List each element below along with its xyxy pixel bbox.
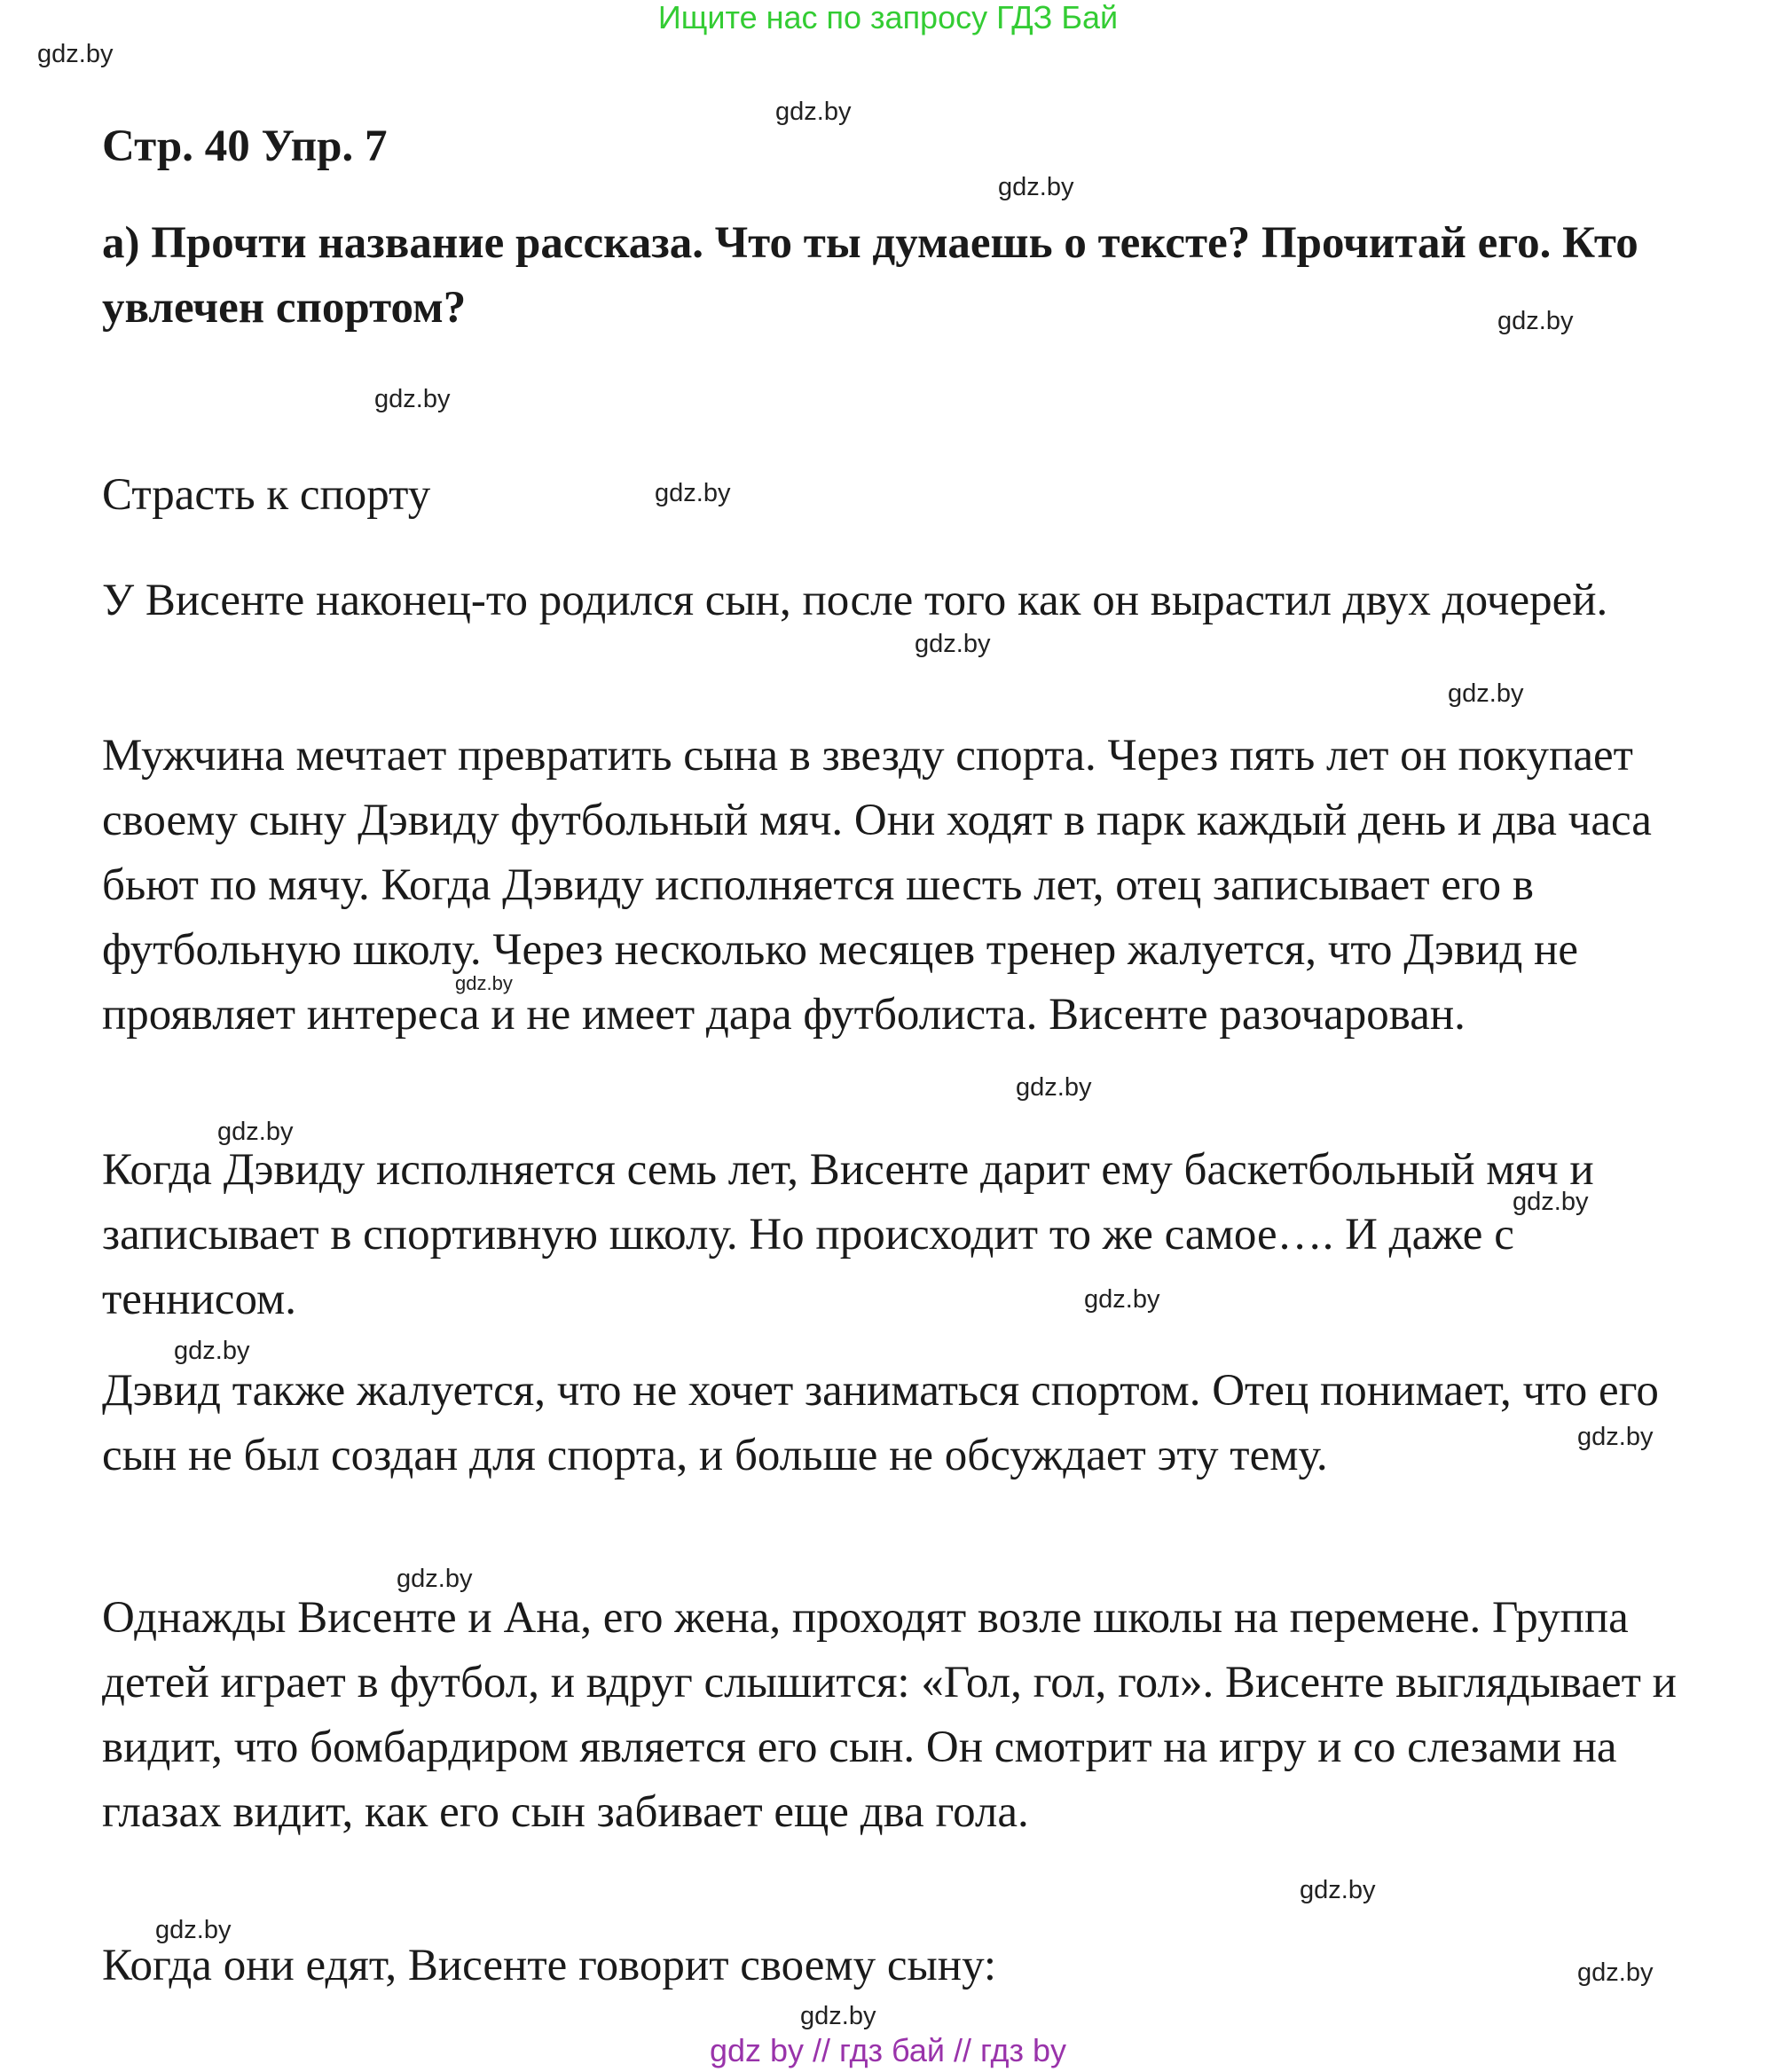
watermark: gdz.by	[37, 40, 114, 68]
watermark: gdz.by	[1513, 1188, 1589, 1216]
watermark: gdz.by	[1300, 1876, 1376, 1904]
watermark: gdz.by	[455, 972, 513, 994]
watermark: gdz.by	[1577, 1958, 1654, 1987]
task-text: а) Прочти название рассказа. Что ты думаешь о тексте? Прочитай его. Кто увлечен спортом?	[102, 218, 1638, 333]
watermark: gdz.by	[915, 630, 991, 658]
watermark: gdz.by	[800, 2002, 876, 2030]
watermark: gdz.by	[998, 173, 1074, 201]
watermark: gdz.by	[217, 1118, 294, 1146]
story-paragraph-4: Дэвид также жалуется, что не хочет заниматься спортом. Отец понимает, что его сын не был создан для спорта, и больше не обсуждает эту тему.	[102, 1366, 1659, 1480]
watermark: gdz.by	[397, 1565, 473, 1593]
story-paragraph-2: Мужчина мечтает превратить сына в звезду спорта. Через пять лет он покупает своему сыну Дэвиду футбольный мяч. Они ходят в парк каждый день и два часа бьют по мячу. Когда Дэвиду исполняется шесть лет, отец записывает его в футбольную школу. Через несколько месяцев тренер жалуется, что Дэвид не проявляет интереса и не имеет дара футболиста. Висенте разочарован.	[102, 731, 1652, 1040]
watermark: gdz.by	[655, 479, 731, 507]
watermark: gdz.by	[1497, 307, 1574, 335]
watermark: gdz.by	[374, 385, 451, 413]
watermark: gdz.by	[1448, 679, 1524, 708]
watermark: gdz.by	[1577, 1423, 1654, 1451]
story-paragraph-5: Однажды Висенте и Ана, его жена, проходят возле школы на перемене. Группа детей играет в футбол, и вдруг слышится: «Гол, гол, гол». Висенте выглядывает и видит, что бомбардиром является его сын. Он смотрит на игру и со слезами на глазах видит, как его сын забивает еще два гола.	[102, 1593, 1677, 1837]
top-banner: Ищите нас по запросу ГДЗ Бай	[657, 0, 1119, 35]
watermark: gdz.by	[775, 98, 852, 126]
story-paragraph-6: Когда они едят, Висенте говорит своему сыну:	[102, 1941, 997, 1990]
story-title: Страсть к спорту	[102, 470, 431, 520]
watermark: gdz.by	[1084, 1285, 1160, 1314]
footer-links: gdz by // гдз бай // гдз by	[709, 2032, 1067, 2068]
watermark: gdz.by	[174, 1337, 250, 1365]
story-paragraph-3: Когда Дэвиду исполняется семь лет, Висенте дарит ему баскетбольный мяч и записывает в спортивную школу. Но происходит то же самое…. И даже с теннисом.	[102, 1145, 1594, 1324]
page-heading: Стр. 40 Упр. 7	[102, 122, 388, 171]
watermark: gdz.by	[1016, 1073, 1092, 1102]
story-paragraph-1: У Висенте наконец-то родился сын, после того как он вырастил двух дочерей.	[102, 576, 1608, 625]
watermark: gdz.by	[155, 1916, 232, 1944]
